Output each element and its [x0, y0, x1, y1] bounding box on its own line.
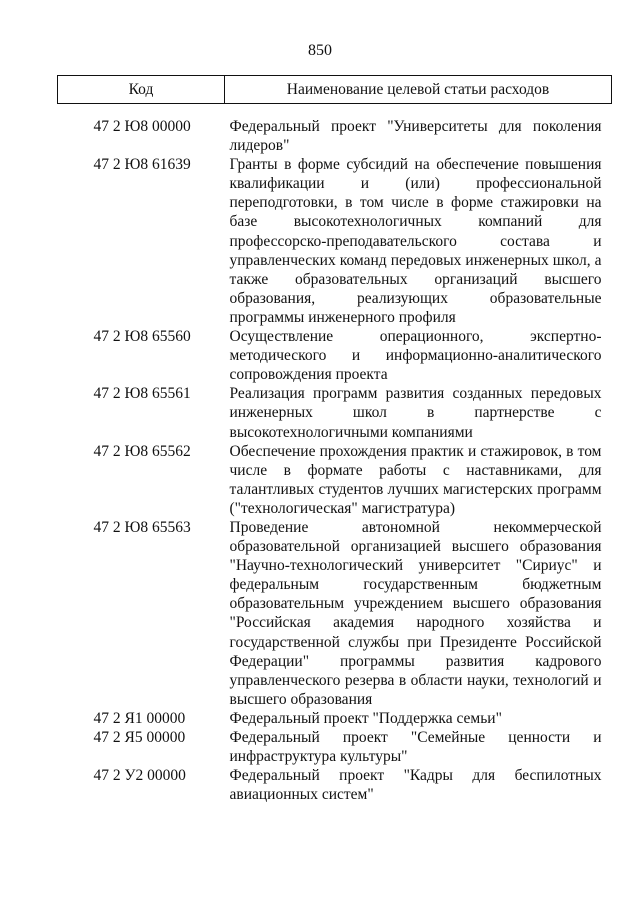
row-code: 47 2 У2 00000: [93, 767, 186, 785]
row-code: 47 2 Я1 00000: [93, 709, 186, 727]
row-code: 47 2 Ю8 65560: [93, 328, 191, 346]
row-name: Проведение автономной некоммерческой образовательной организацией высшего образования "Научно-технологический университет "Сириус" и федеральным государственным бюджетным образовательным учреждением высшего образования "Российская академия народного хозяйства и государственной службы при Президенте Российской Федерации" программы развития кадрового управленческого резерва в области науки, технологий и высшего образования: [229, 518, 602, 708]
page-number: 850: [308, 42, 332, 59]
row-code: 47 2 Ю8 65561: [93, 385, 191, 403]
row-code: 47 2 Ю8 65563: [93, 518, 191, 536]
row-code: 47 2 Я5 00000: [93, 729, 186, 746]
table-row: [58, 327, 612, 384]
row-name: Гранты в форме субсидий на обеспечение повышения квалификации и (или) профессиональной переподготовки, в том числе в форме стажировки на базе высокотехнологичных компаний для профессорско-преподавательского состава и управленческих команд передовых инженерных школ, а также образовательных организаций высшего образования, реализующих образовательные программы инженерного профиля: [229, 156, 602, 326]
table-row: [58, 766, 612, 804]
header-name: Наименование целевой статьи расходов: [225, 76, 612, 104]
row-name: Федеральный проект "Семейные ценности и инфраструктура культуры": [229, 729, 602, 766]
table-row: [58, 104, 612, 156]
table-row: [58, 518, 612, 709]
row-code: 47 2 Ю8 00000: [93, 118, 191, 135]
table-row: [58, 728, 612, 766]
row-name: Федеральный проект "Университеты для поколения лидеров": [229, 118, 602, 155]
table-row: [58, 709, 612, 728]
row-name: Осуществление операционного, экспертно-методического и информационно-аналитического сопровождения проекта: [229, 328, 602, 384]
row-code: 47 2 Ю8 65562: [93, 442, 191, 460]
table-row: [58, 155, 612, 327]
table-row: [58, 442, 612, 518]
table-row: [58, 384, 612, 441]
budget-codes-table: [57, 75, 612, 804]
row-name: Федеральный проект "Кадры для беспилотных авиационных систем": [229, 767, 602, 804]
row-name: Реализация программ развития созданных передовых инженерных школ в партнерстве с высокотехнологичными компаниями: [229, 385, 602, 441]
row-name: Федеральный проект "Поддержка семьи": [229, 709, 502, 727]
row-name: Обеспечение прохождения практик и стажировок, в том числе в формате работы с наставниками, для талантливых студентов лучших магистерских программ ("технологическая" магистратура): [229, 442, 602, 517]
row-code: 47 2 Ю8 61639: [93, 156, 191, 174]
header-code: Код: [58, 76, 225, 104]
table-header-row: [58, 76, 612, 104]
